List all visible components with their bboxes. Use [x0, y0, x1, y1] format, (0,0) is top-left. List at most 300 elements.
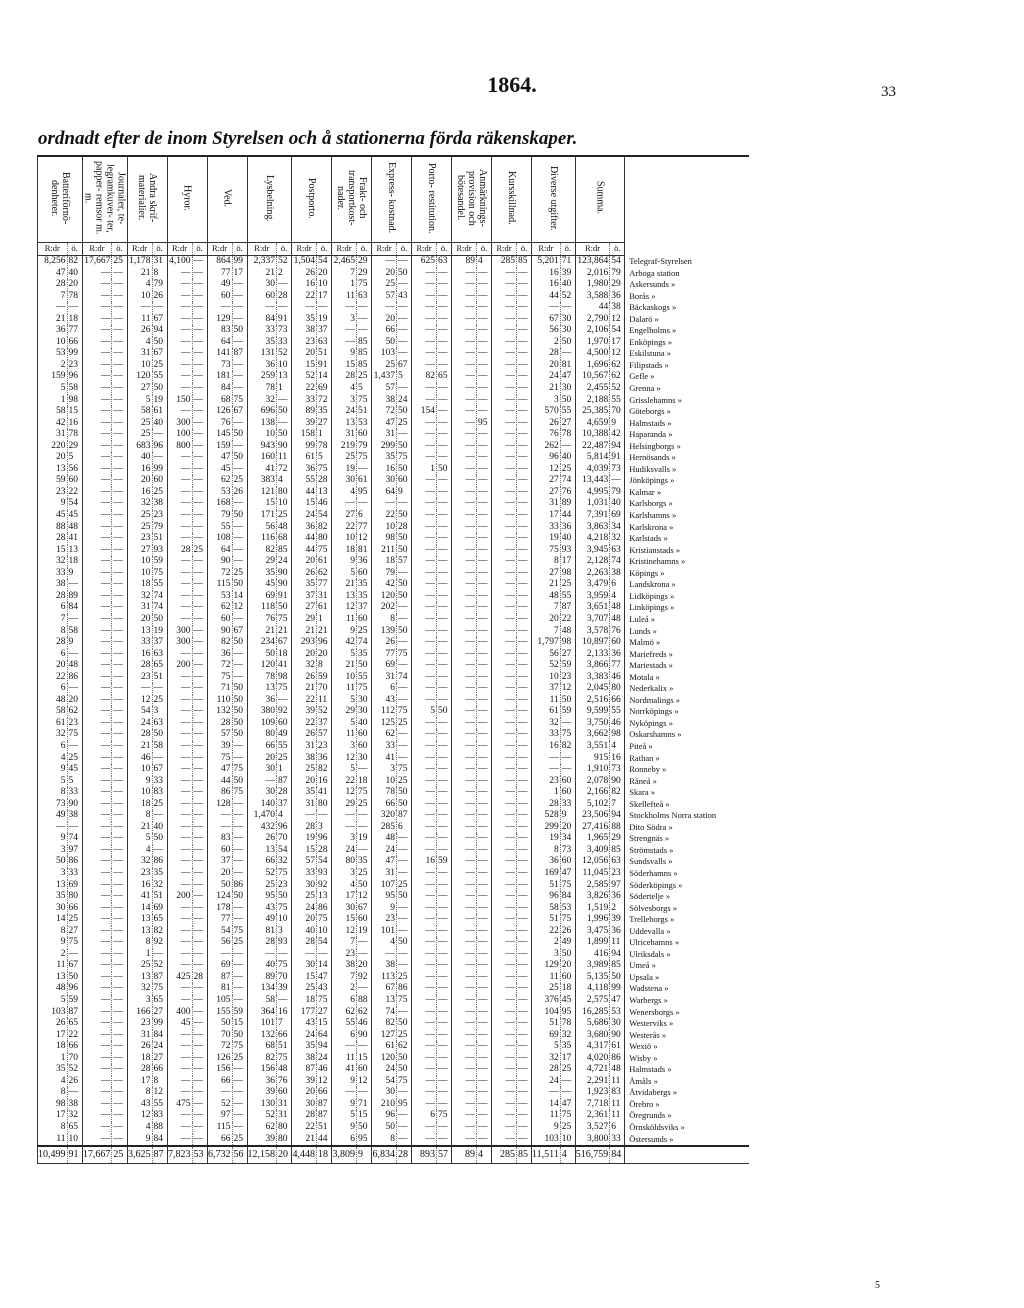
- station-name: Nederkalix »: [625, 683, 749, 695]
- cell-ore: 79: [357, 441, 372, 453]
- cell-riksdaler: —: [452, 1087, 477, 1099]
- cell-riksdaler: —: [82, 325, 112, 337]
- cell-riksdaler: —: [167, 914, 192, 926]
- cell-riksdaler: —: [412, 498, 437, 510]
- cell-ore: —: [112, 983, 127, 995]
- cell-ore: —: [397, 337, 412, 349]
- cell-ore: —: [112, 972, 127, 984]
- cell-riksdaler: 27: [127, 545, 152, 557]
- cell-riksdaler: —: [82, 360, 112, 372]
- cell-ore: 87: [397, 810, 412, 822]
- cell-ore: 84: [152, 1030, 167, 1042]
- cell-ore: —: [517, 406, 532, 418]
- cell-ore: —: [517, 1053, 532, 1065]
- cell-riksdaler: 51: [532, 1018, 561, 1030]
- table-row: [38, 256, 749, 268]
- cell-riksdaler: 20: [38, 660, 68, 672]
- cell-riksdaler: —: [412, 452, 437, 464]
- cell-riksdaler: 55: [292, 475, 317, 487]
- cell-ore: —: [192, 637, 207, 649]
- cell-riksdaler: 101: [247, 1018, 277, 1030]
- cell-riksdaler: 100: [167, 429, 192, 441]
- cell-riksdaler: 61: [38, 718, 68, 730]
- cell-ore: 90: [610, 1030, 625, 1042]
- cell-riksdaler: 35: [38, 1064, 68, 1076]
- cell-ore: —: [232, 1087, 247, 1099]
- cell-ore: 37: [317, 718, 332, 730]
- cell-riksdaler: 2,516: [575, 695, 610, 707]
- cell-riksdaler: 28: [38, 279, 68, 291]
- cell-riksdaler: 158: [292, 429, 317, 441]
- column-header-label: Ved.: [221, 188, 233, 208]
- cell-ore: —: [560, 764, 575, 776]
- cell-riksdaler: —: [412, 429, 437, 441]
- cell-riksdaler: 47: [38, 268, 68, 280]
- cell-riksdaler: 35: [292, 314, 317, 326]
- station-name: Kristinehamns »: [625, 556, 749, 568]
- cell-ore: —: [437, 614, 452, 626]
- cell-riksdaler: 5: [332, 695, 357, 707]
- cell-ore: —: [192, 880, 207, 892]
- cell-riksdaler: 57: [207, 729, 232, 741]
- cell-riksdaler: 2: [38, 360, 68, 372]
- cell-riksdaler: —: [492, 845, 517, 857]
- cell-ore: —: [112, 1087, 127, 1099]
- cell-riksdaler: —: [452, 452, 477, 464]
- cell-ore: —: [437, 1018, 452, 1030]
- cell-ore: 20: [317, 268, 332, 280]
- cell-riksdaler: 18: [127, 799, 152, 811]
- cell-riksdaler: —: [492, 383, 517, 395]
- station-name: Söderhamns »: [625, 868, 749, 880]
- cell-ore: 20: [560, 822, 575, 834]
- cell-riksdaler: 380: [247, 706, 277, 718]
- cell-ore: —: [437, 983, 452, 995]
- cell-riksdaler: 50: [207, 880, 232, 892]
- cell-riksdaler: 10: [247, 429, 277, 441]
- cell-riksdaler: 25: [532, 983, 561, 995]
- cell-ore: 23: [67, 718, 82, 730]
- cell-ore: —: [112, 452, 127, 464]
- cell-riksdaler: —: [492, 522, 517, 534]
- cell-riksdaler: —: [372, 498, 397, 510]
- cell-riksdaler: —: [167, 706, 192, 718]
- cell-riksdaler: 60: [207, 291, 232, 303]
- cell-riksdaler: 21: [247, 268, 277, 280]
- cell-riksdaler: —: [167, 1110, 192, 1122]
- cell-riksdaler: —: [492, 614, 517, 626]
- cell-riksdaler: 30: [292, 960, 317, 972]
- column-header: [127, 156, 167, 243]
- table-row: [38, 1110, 749, 1122]
- cell-ore: 83: [152, 1110, 167, 1122]
- cell-ore: —: [437, 279, 452, 291]
- cell-riksdaler: 40: [292, 926, 317, 938]
- table-row: [38, 591, 749, 603]
- cell-ore: —: [477, 579, 492, 591]
- cell-ore: 63: [437, 256, 452, 268]
- cell-riksdaler: 35: [292, 1041, 317, 1053]
- cell-ore: 85: [357, 337, 372, 349]
- cell-ore: —: [477, 556, 492, 568]
- cell-riksdaler: —: [452, 695, 477, 707]
- cell-riksdaler: 24: [332, 845, 357, 857]
- cell-riksdaler: 18: [292, 995, 317, 1007]
- column-header-label: Andra skrif- materialier.: [136, 173, 158, 223]
- cell-riksdaler: 18: [372, 556, 397, 568]
- cell-ore: —: [232, 914, 247, 926]
- cell-ore: —: [517, 1064, 532, 1076]
- cell-ore: 22: [560, 614, 575, 626]
- cell-ore: —: [192, 822, 207, 834]
- cell-ore: 10: [317, 279, 332, 291]
- cell-ore: —: [517, 949, 532, 961]
- cell-ore: 55: [152, 371, 167, 383]
- cell-ore: 60: [610, 637, 625, 649]
- cell-ore: —: [560, 753, 575, 765]
- cell-ore: —: [437, 926, 452, 938]
- cell-ore: 93: [277, 937, 292, 949]
- cell-ore: 50: [232, 706, 247, 718]
- cell-ore: —: [437, 995, 452, 1007]
- cell-ore: —: [517, 937, 532, 949]
- cell-riksdaler: 23: [127, 672, 152, 684]
- station-name: Grisslehamns »: [625, 395, 749, 407]
- cell-riksdaler: —: [207, 810, 232, 822]
- cell-ore: —: [192, 268, 207, 280]
- station-name: Nordmalings »: [625, 695, 749, 707]
- cell-ore: 60: [560, 856, 575, 868]
- cell-ore: 16: [277, 1007, 292, 1019]
- table-row: [38, 533, 749, 545]
- cell-ore: 81: [560, 360, 575, 372]
- cell-riksdaler: 26: [292, 568, 317, 580]
- cell-ore: —: [192, 949, 207, 961]
- cell-ore: 27: [67, 926, 82, 938]
- cell-riksdaler: —: [167, 1053, 192, 1065]
- cell-ore: —: [152, 810, 167, 822]
- cell-riksdaler: —: [167, 1041, 192, 1053]
- cell-ore: 10: [560, 1134, 575, 1147]
- cell-ore: 31: [277, 1110, 292, 1122]
- cell-ore: —: [232, 868, 247, 880]
- unit-ore: ö.: [477, 243, 492, 256]
- cell-riksdaler: 53: [207, 487, 232, 499]
- cell-riksdaler: —: [412, 383, 437, 395]
- cell-ore: 50: [397, 579, 412, 591]
- cell-riksdaler: 13: [127, 926, 152, 938]
- cell-ore: 1: [277, 383, 292, 395]
- cell-riksdaler: —: [82, 764, 112, 776]
- cell-ore: —: [477, 822, 492, 834]
- cell-ore: —: [437, 799, 452, 811]
- cell-ore: —: [437, 695, 452, 707]
- cell-ore: 50: [232, 637, 247, 649]
- cell-riksdaler: —: [452, 1041, 477, 1053]
- cell-ore: 52: [67, 1064, 82, 1076]
- cell-ore: —: [232, 1064, 247, 1076]
- cell-riksdaler: 2,465: [332, 256, 357, 268]
- cell-ore: 80: [277, 1134, 292, 1147]
- cell-ore: 84: [152, 1134, 167, 1147]
- table-row: [38, 556, 749, 568]
- cell-ore: 46: [610, 718, 625, 730]
- cell-riksdaler: —: [492, 822, 517, 834]
- cell-riksdaler: 4,995: [575, 487, 610, 499]
- cell-ore: 50: [397, 268, 412, 280]
- station-name: Strengnäs »: [625, 833, 749, 845]
- cell-ore: 75: [317, 545, 332, 557]
- cell-riksdaler: 5: [332, 568, 357, 580]
- table-row: [38, 452, 749, 464]
- cell-riksdaler: —: [247, 776, 277, 788]
- cell-riksdaler: 2,585: [575, 880, 610, 892]
- table-row: [38, 1007, 749, 1019]
- cell-riksdaler: —: [82, 1053, 112, 1065]
- cell-ore: —: [192, 464, 207, 476]
- cell-riksdaler: 22: [292, 291, 317, 303]
- cell-riksdaler: —: [452, 522, 477, 534]
- unit-ore: ö.: [517, 243, 532, 256]
- cell-riksdaler: 6: [38, 741, 68, 753]
- cell-riksdaler: 73: [207, 360, 232, 372]
- cell-ore: 11: [277, 452, 292, 464]
- unit-rdr: R:dr: [127, 243, 152, 256]
- cell-riksdaler: —: [82, 579, 112, 591]
- cell-riksdaler: —: [412, 1134, 437, 1147]
- cell-riksdaler: —: [492, 441, 517, 453]
- cell-riksdaler: 10: [372, 522, 397, 534]
- cell-riksdaler: —: [207, 822, 232, 834]
- cell-riksdaler: —: [532, 764, 561, 776]
- cell-riksdaler: 11: [532, 695, 561, 707]
- cell-riksdaler: —: [452, 371, 477, 383]
- cell-ore: 41: [67, 533, 82, 545]
- cell-riksdaler: —: [492, 302, 517, 314]
- cell-ore: 95: [357, 487, 372, 499]
- cell-ore: 50: [152, 337, 167, 349]
- cell-ore: 75: [67, 729, 82, 741]
- cell-ore: —: [277, 418, 292, 430]
- cell-ore: —: [192, 256, 207, 268]
- cell-riksdaler: 683: [127, 441, 152, 453]
- cell-riksdaler: —: [82, 279, 112, 291]
- cell-riksdaler: 45: [167, 1018, 192, 1030]
- cell-ore: 1: [277, 764, 292, 776]
- cell-riksdaler: 4: [332, 487, 357, 499]
- cell-riksdaler: 36: [207, 649, 232, 661]
- cell-riksdaler: —: [492, 637, 517, 649]
- cell-ore: —: [112, 337, 127, 349]
- cell-ore: —: [67, 1087, 82, 1099]
- cell-ore: 35: [152, 868, 167, 880]
- cell-riksdaler: 20: [372, 314, 397, 326]
- total-riksdaler: 3,809: [332, 1146, 357, 1164]
- cell-riksdaler: —: [167, 753, 192, 765]
- cell-ore: —: [477, 718, 492, 730]
- cell-ore: —: [437, 787, 452, 799]
- cell-riksdaler: —: [492, 1110, 517, 1122]
- cell-riksdaler: —: [412, 787, 437, 799]
- cell-ore: 6: [357, 510, 372, 522]
- cell-riksdaler: 75: [207, 753, 232, 765]
- cell-ore: 25: [232, 1134, 247, 1147]
- cell-ore: —: [477, 383, 492, 395]
- cell-riksdaler: 87: [207, 972, 232, 984]
- cell-ore: 52: [560, 291, 575, 303]
- cell-ore: 75: [357, 279, 372, 291]
- cell-riksdaler: 1,910: [575, 764, 610, 776]
- cell-ore: —: [477, 1041, 492, 1053]
- cell-riksdaler: 12: [127, 695, 152, 707]
- cell-ore: —: [477, 1110, 492, 1122]
- cell-riksdaler: 17: [38, 1030, 68, 1042]
- cell-ore: 86: [317, 903, 332, 915]
- cell-riksdaler: —: [452, 729, 477, 741]
- table-row: [38, 845, 749, 857]
- cell-ore: —: [192, 683, 207, 695]
- station-name: Landskrona »: [625, 579, 749, 591]
- station-name: Karlsborgs »: [625, 498, 749, 510]
- cell-ore: —: [112, 706, 127, 718]
- cell-ore: 51: [317, 348, 332, 360]
- cell-ore: 26: [232, 487, 247, 499]
- cell-ore: 55: [152, 579, 167, 591]
- cell-ore: 19: [357, 926, 372, 938]
- cell-riksdaler: 22: [292, 383, 317, 395]
- cell-riksdaler: —: [452, 672, 477, 684]
- cell-ore: —: [397, 637, 412, 649]
- cell-ore: 36: [560, 522, 575, 534]
- cell-riksdaler: 62: [247, 1122, 277, 1134]
- cell-riksdaler: —: [38, 822, 68, 834]
- cell-ore: 25: [397, 776, 412, 788]
- cell-ore: —: [192, 383, 207, 395]
- cell-ore: 15: [357, 1110, 372, 1122]
- cell-ore: 87: [317, 1099, 332, 1111]
- cell-riksdaler: —: [82, 1018, 112, 1030]
- cell-riksdaler: —: [167, 729, 192, 741]
- cell-ore: 77: [317, 579, 332, 591]
- cell-ore: 74: [67, 833, 82, 845]
- cell-riksdaler: 4: [127, 845, 152, 857]
- cell-ore: —: [192, 776, 207, 788]
- cell-riksdaler: —: [452, 614, 477, 626]
- cell-ore: 35: [357, 591, 372, 603]
- cell-ore: —: [437, 487, 452, 499]
- cell-ore: —: [477, 995, 492, 1007]
- cell-riksdaler: 156: [247, 1064, 277, 1076]
- cell-riksdaler: 21: [292, 1134, 317, 1147]
- cell-riksdaler: —: [167, 683, 192, 695]
- cell-riksdaler: —: [167, 845, 192, 857]
- cell-riksdaler: 30: [332, 903, 357, 915]
- cell-riksdaler: —: [452, 914, 477, 926]
- cell-ore: 48: [610, 1064, 625, 1076]
- cell-riksdaler: 9: [38, 937, 68, 949]
- cell-ore: 60: [357, 429, 372, 441]
- cell-riksdaler: —: [492, 418, 517, 430]
- cell-riksdaler: —: [372, 302, 397, 314]
- cell-riksdaler: —: [412, 568, 437, 580]
- cell-ore: —: [112, 856, 127, 868]
- cell-ore: —: [397, 1087, 412, 1099]
- cell-ore: 15: [357, 1053, 372, 1065]
- cell-ore: —: [112, 522, 127, 534]
- cell-riksdaler: 154: [412, 406, 437, 418]
- cell-riksdaler: 120: [372, 591, 397, 603]
- cell-ore: 61: [317, 602, 332, 614]
- cell-ore: —: [477, 729, 492, 741]
- cell-ore: —: [437, 395, 452, 407]
- cell-riksdaler: 943: [247, 441, 277, 453]
- cell-riksdaler: 159: [38, 371, 68, 383]
- cell-riksdaler: 68: [247, 1041, 277, 1053]
- cell-riksdaler: 28: [127, 660, 152, 672]
- cell-riksdaler: 2,106: [575, 325, 610, 337]
- cell-ore: —: [477, 1053, 492, 1065]
- cell-ore: 81: [357, 545, 372, 557]
- cell-ore: 60: [67, 475, 82, 487]
- cell-ore: 16: [317, 776, 332, 788]
- cell-ore: 21: [317, 626, 332, 638]
- cell-ore: —: [152, 949, 167, 961]
- cell-ore: —: [192, 1099, 207, 1111]
- cell-riksdaler: 25: [127, 418, 152, 430]
- cell-ore: —: [112, 291, 127, 303]
- cell-ore: 18: [67, 556, 82, 568]
- cell-ore: —: [477, 926, 492, 938]
- cell-ore: —: [517, 822, 532, 834]
- cell-ore: 59: [317, 672, 332, 684]
- cell-ore: —: [437, 1099, 452, 1111]
- cell-riksdaler: 23: [127, 1018, 152, 1030]
- cell-riksdaler: —: [412, 914, 437, 926]
- cell-riksdaler: —: [82, 452, 112, 464]
- table-row: [38, 695, 749, 707]
- cell-ore: 6: [610, 579, 625, 591]
- cell-ore: —: [437, 972, 452, 984]
- cell-riksdaler: 130: [247, 1099, 277, 1111]
- cell-ore: 37: [357, 602, 372, 614]
- cell-riksdaler: 22: [332, 776, 357, 788]
- cell-ore: 82: [610, 787, 625, 799]
- cell-ore: —: [517, 799, 532, 811]
- cell-ore: —: [232, 360, 247, 372]
- cell-riksdaler: 31: [38, 429, 68, 441]
- cell-riksdaler: 95: [247, 891, 277, 903]
- cell-ore: 48: [610, 602, 625, 614]
- table-row: [38, 1087, 749, 1099]
- cell-ore: 35: [357, 856, 372, 868]
- table-row: [38, 706, 749, 718]
- cell-ore: —: [517, 533, 532, 545]
- cell-riksdaler: —: [412, 995, 437, 1007]
- cell-ore: 63: [610, 856, 625, 868]
- cell-ore: —: [397, 845, 412, 857]
- total-ore: 4: [477, 1146, 492, 1164]
- cell-ore: 25: [397, 418, 412, 430]
- cell-ore: 25: [560, 579, 575, 591]
- cell-riksdaler: 15: [292, 972, 317, 984]
- cell-riksdaler: 97: [207, 1110, 232, 1122]
- cell-riksdaler: 26: [292, 672, 317, 684]
- cell-riksdaler: 1,797: [532, 637, 561, 649]
- cell-ore: 44: [560, 510, 575, 522]
- column-header: [82, 156, 127, 243]
- cell-riksdaler: —: [82, 868, 112, 880]
- cell-riksdaler: —: [492, 568, 517, 580]
